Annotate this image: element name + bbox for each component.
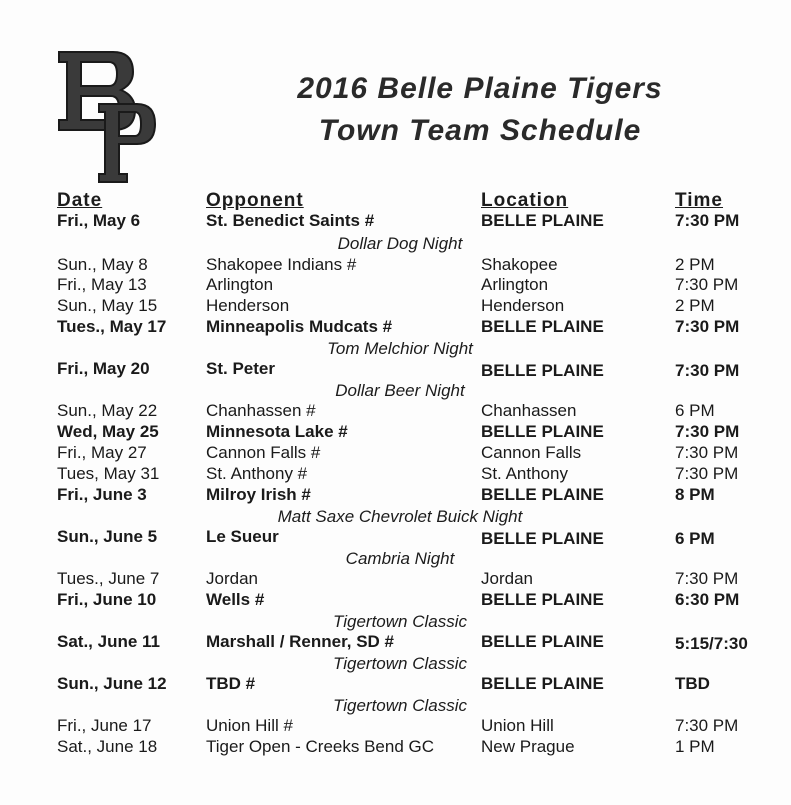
row-location: BELLE PLAINE [481,211,604,230]
table-row [0,255,791,277]
table-row [0,401,791,423]
row-time: 7:30 PM [675,361,740,380]
row-date: Wed, May 25 [57,422,159,441]
row-opponent: Cannon Falls # [206,443,321,462]
row-date: Fri., June 17 [57,716,152,735]
row-opponent: Chanhassen # [206,401,316,420]
row-location: New Prague [481,737,575,756]
table-row [0,275,791,297]
row-opponent: Union Hill # [206,716,293,735]
row-location: BELLE PLAINE [481,361,604,380]
row-date: Tues., May 17 [57,317,167,336]
title-line-1: 2016 Belle Plaine Tigers [297,72,663,105]
row-opponent: Henderson [206,296,290,315]
row-location: Jordan [481,569,533,588]
row-date: Fri., May 6 [57,211,141,230]
header-opponent: Opponent [206,190,304,211]
row-time: 7:30 PM [675,443,739,462]
row-date: Tues., June 7 [57,569,160,588]
row-date: Tues, May 31 [57,464,160,483]
row-opponent: St. Anthony # [206,464,308,483]
row-opponent: TBD # [206,674,256,693]
row-opponent: Arlington [206,275,274,294]
event-note: Tom Melchior Night [327,339,473,358]
row-location: Henderson [481,296,565,315]
row-location: Shakopee [481,255,558,274]
row-time: TBD [675,674,710,693]
row-date: Sat., June 18 [57,737,158,756]
table-row [0,422,791,444]
table-row [0,632,791,654]
row-date: Fri., May 13 [57,275,147,294]
row-time: 6 PM [675,529,715,548]
row-date: Sat., June 11 [57,632,160,651]
row-time: 5:15/7:30 [675,634,748,653]
row-time: 7:30 PM [675,569,739,588]
row-time: 1 PM [675,737,715,756]
table-row [0,674,791,696]
event-note: Dollar Beer Night [335,381,465,400]
header-location: Location [481,190,569,211]
row-opponent: Marshall / Renner, SD # [206,632,395,651]
event-note: Dollar Dog Night [337,234,463,253]
header-date: Date [57,190,103,211]
row-opponent: Tiger Open - Creeks Bend GC [206,737,435,756]
row-location: St. Anthony [481,464,568,483]
row-location: BELLE PLAINE [481,674,604,693]
row-time: 2 PM [675,255,715,274]
row-opponent: St. Benedict Saints # [206,211,375,230]
bp-logo [55,46,160,186]
row-location: BELLE PLAINE [481,590,604,609]
row-date: Fri., June 10 [57,590,157,609]
row-time: 7:30 PM [675,275,739,294]
event-note: Tigertown Classic [333,696,467,715]
row-date: Fri., May 20 [57,359,150,378]
table-row [0,485,791,507]
event-note: Tigertown Classic [333,654,467,673]
table-row [0,590,791,612]
row-opponent: Milroy Irish # [206,485,311,504]
row-opponent: Wells # [206,590,265,609]
event-note: Matt Saxe Chevrolet Buick Night [277,507,523,526]
title-line-2: Town Team Schedule [318,114,642,147]
row-date: Fri., May 27 [57,443,147,462]
event-note: Tigertown Classic [333,612,467,631]
row-date: Sun., June 12 [57,674,167,693]
header-time: Time [675,190,724,211]
row-time: 6 PM [675,401,715,420]
row-date: Sun., May 15 [57,296,158,315]
row-opponent: Minnesota Lake # [206,422,348,441]
row-time: 7:30 PM [675,211,740,230]
row-date: Sun., June 5 [57,527,158,546]
row-time: 7:30 PM [675,317,740,336]
table-row [0,716,791,738]
row-time: 7:30 PM [675,716,739,735]
row-opponent: Minneapolis Mudcats # [206,317,393,336]
table-row [0,443,791,465]
table-row [0,211,791,233]
row-location: Cannon Falls [481,443,582,462]
row-time: 7:30 PM [675,464,739,483]
row-location: BELLE PLAINE [481,529,604,548]
table-row [0,296,791,318]
row-location: Arlington [481,275,549,294]
table-row [0,737,791,759]
event-note: Cambria Night [345,549,455,568]
table-row [0,317,791,339]
row-location: Chanhassen [481,401,577,420]
row-time: 8 PM [675,485,715,504]
table-row [0,569,791,591]
row-date: Sun., May 22 [57,401,158,420]
table-row [0,527,791,549]
row-time: 6:30 PM [675,590,740,609]
table-row [0,359,791,381]
row-time: 2 PM [675,296,715,315]
row-location: BELLE PLAINE [481,485,604,504]
row-date: Sun., May 8 [57,255,148,274]
row-location: Union Hill [481,716,554,735]
row-location: BELLE PLAINE [481,632,604,651]
row-location: BELLE PLAINE [481,422,604,441]
row-opponent: Shakopee Indians # [206,255,357,274]
row-time: 7:30 PM [675,422,740,441]
row-opponent: Jordan [206,569,258,588]
row-location: BELLE PLAINE [481,317,604,336]
row-opponent: Le Sueur [206,527,279,546]
row-opponent: St. Peter [206,359,275,378]
title-block [200,68,760,152]
table-row [0,464,791,486]
row-date: Fri., June 3 [57,485,147,504]
